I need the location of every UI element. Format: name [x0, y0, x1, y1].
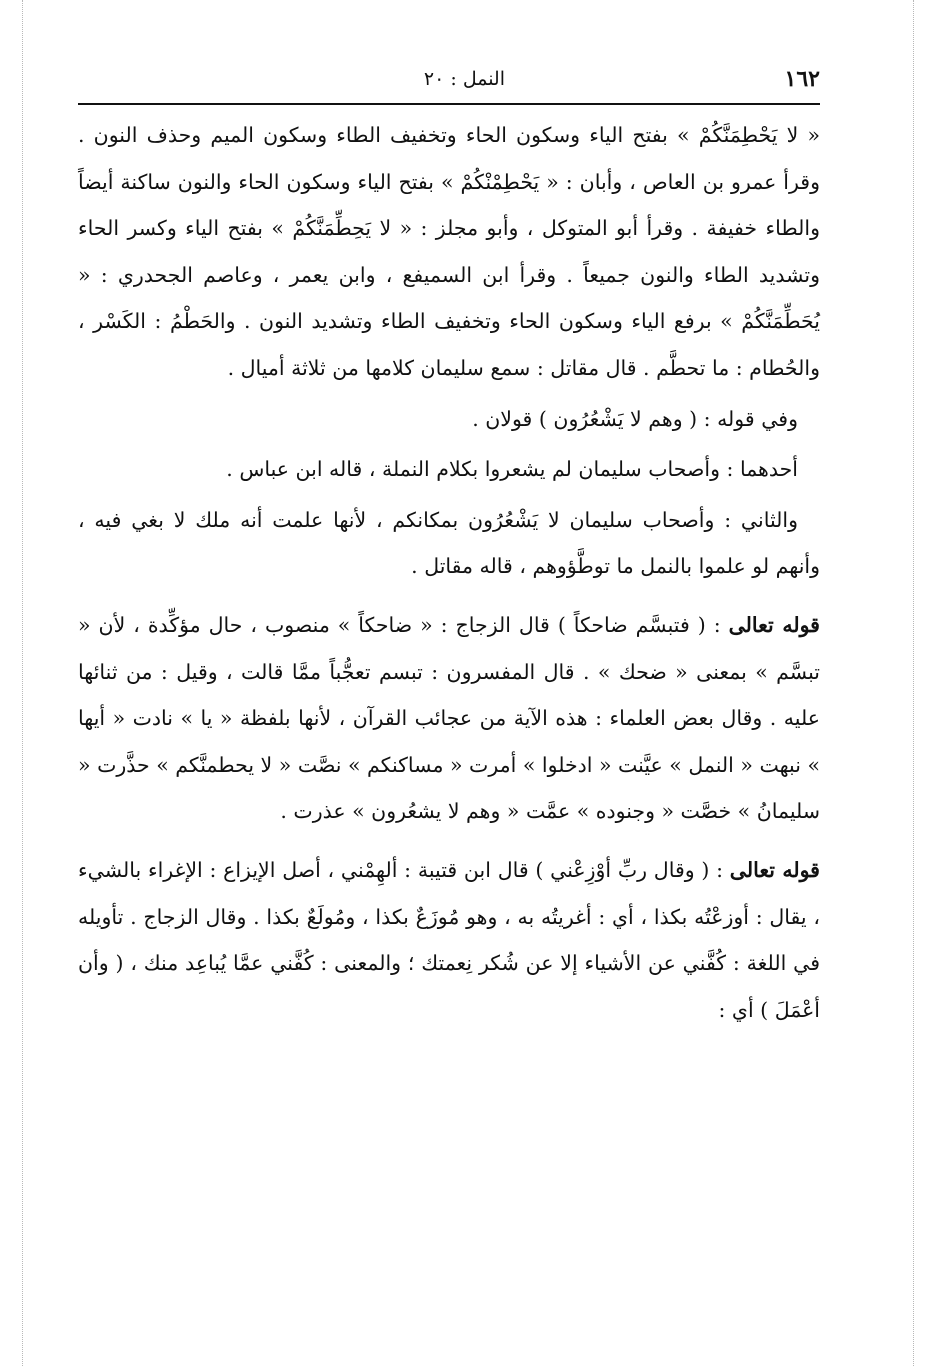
paragraph-awzini — [78, 847, 820, 1033]
header-rule — [78, 103, 820, 105]
paragraph-text: « لا يَحْطِمَنَّكُمْ » بفتح الياء وسكون الحاء وتخفيف الطاء وسكون الميم وحذف النون . وقرأ عمرو بن العاص ، وأبان : « يَحْطِمْنْكُمْ » بفتح الياء وسكون الحاء والنون ساكنة أيضاً والطاء خفيفة . وقرأ أبو المتوكل ، وأبو مجلز : « لا يَحِطِّمَنَّكُمْ » بفتح الياء وكسر الحاء وتشديد الطاء والنون جميعاً . وقرأ ابن السميفع ، وابن يعمر ، وعاصم الجحدري : « يُحَطِّمَنَّكُمْ » برفع الياء وسكون الحاء وتخفيف الطاء وتشديد النون . والحَطْمُ : الكَسْر ، والحُطام : ما تحطَّم . قال مقاتل : سمع سليمان كلامها من ثلاثة أميال . — [78, 123, 820, 380]
paragraph-tabassama — [78, 602, 820, 835]
paragraph-qiraat — [78, 112, 820, 392]
paragraph-text: : ( وقال ربِّ أوْزِعْني ) قال ابن قتيبة : ألهِمْني ، أصل الإيزاع : الإغراء بالشيء ، يقال : أوزعْتُه بكذا ، أي : أغريتُه به ، وهو مُوزَعٌ بكذا ، ومُولَعٌ بكذا . وقال الزجاج . تأويله في اللغة : كُفَّني عن الأشياء إلا عن شُكر نِعمتك ؛ والمعنى : كُفَّني عمَّا يُباعِد منك ، ( وأن أعْمَلَ ) أي : — [78, 857, 820, 1022]
paragraph-lead: قوله تعالى — [729, 857, 820, 882]
running-title: النمل : ٢٠ — [423, 68, 505, 90]
paragraph-first-opinion — [78, 446, 820, 493]
body-text — [78, 112, 820, 1033]
paragraph-lead: قوله تعالى — [728, 612, 820, 637]
page-header — [78, 66, 820, 100]
paragraph-two-opinions — [78, 396, 820, 443]
paragraph-text: والثاني : وأصحاب سليمان لا يَشْعُرُون بمكانكم ، لأنها علمت أنه ملك لا بغي فيه ، وأنهم لو علموا بالنمل ما توطَّؤوهم ، قاله مقاتل . — [78, 507, 820, 579]
paragraph-text: وفي قوله : ( وهم لا يَشْعُرُون ) قولان . — [472, 406, 798, 431]
paragraph-second-opinion — [78, 497, 820, 590]
paragraph-text: أحدهما : وأصحاب سليمان لم يشعروا بكلام النملة ، قاله ابن عباس . — [226, 457, 798, 482]
paragraph-text: : ( فتبسَّم ضاحكاً ) قال الزجاج : « ضاحكاً » منصوب ، حال مؤكِّدة ، لأن « تبسَّم » بمعنى « ضحك » . قال المفسرون : تبسم تعجُّباً ممَّا قالت ، وقيل : من ثنائها عليه . وقال بعض العلماء : هذه الآية من عجائب القرآن ، لأنها بلفظة « يا » نادت « أيها » نبهت « النمل » عيَّنت « ادخلوا » أمرت « مساكنكم » نصَّت « لا يحطمنَّكم » حذَّرت « سليمانُ » خصَّت « وجنوده » عمَّت « وهم لا يشعُرون » عذرت . — [78, 612, 820, 824]
page-number: ١٦٢ — [784, 66, 820, 92]
